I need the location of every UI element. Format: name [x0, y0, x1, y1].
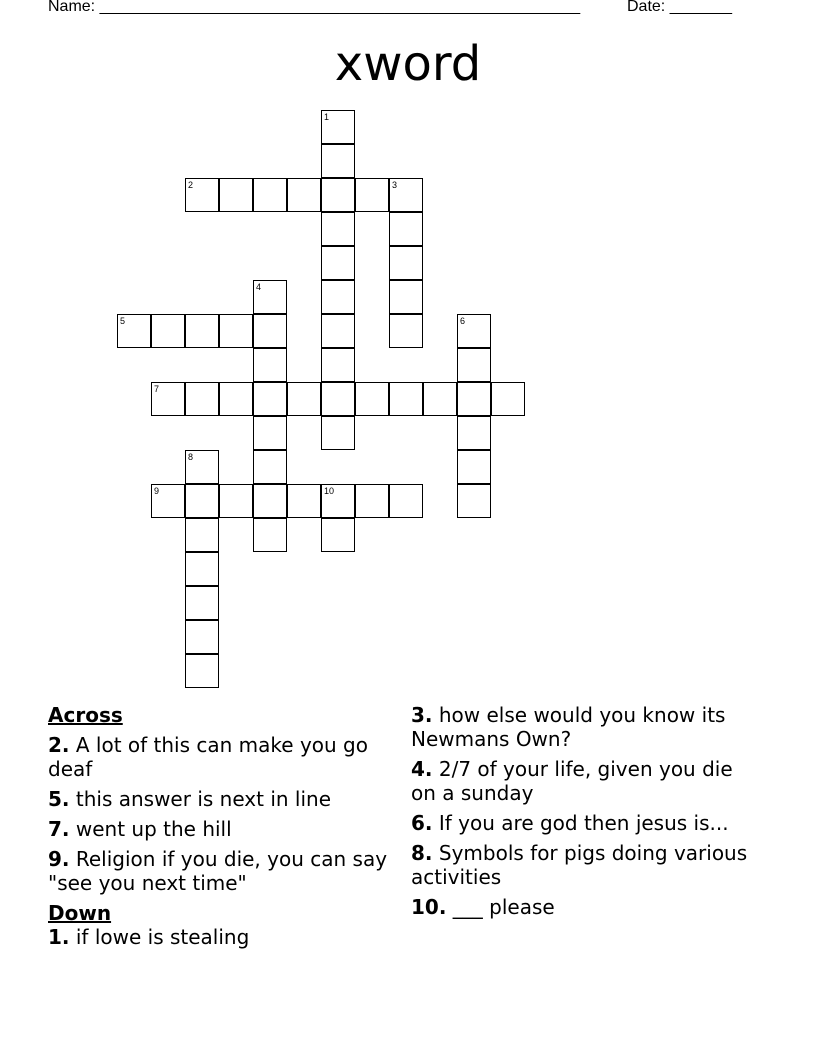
grid-cell[interactable]	[389, 246, 423, 280]
clue-item-text: Religion if you die, you can say "see you next time"	[48, 847, 388, 895]
across-heading: Across	[48, 703, 123, 727]
clue-item-number: 10.	[411, 895, 447, 919]
clue-item-text: Symbols for pigs doing various activities	[411, 841, 748, 889]
clue-number: 5	[120, 316, 126, 326]
grid-cell[interactable]	[253, 450, 287, 484]
clue-number: 7	[154, 384, 160, 394]
grid-cell[interactable]	[389, 314, 423, 348]
grid-cell[interactable]	[219, 178, 253, 212]
grid-cell[interactable]	[457, 484, 491, 518]
clue-item-number: 2.	[48, 733, 70, 757]
grid-cell[interactable]	[253, 484, 287, 518]
clue-item-number: 4.	[411, 757, 433, 781]
grid-cell[interactable]	[117, 314, 151, 348]
header	[0, 0, 816, 20]
grid-cell[interactable]	[185, 314, 219, 348]
grid-cell[interactable]	[253, 382, 287, 416]
grid-cell[interactable]	[321, 382, 355, 416]
grid-cell[interactable]	[185, 518, 219, 552]
grid-cell[interactable]	[457, 450, 491, 484]
clue-item	[411, 757, 751, 805]
clue-item-number: 8.	[411, 841, 433, 865]
clue-number: 9	[154, 486, 160, 496]
clue-item-number: 9.	[48, 847, 70, 871]
grid-cell[interactable]	[457, 382, 491, 416]
down-clue-list	[48, 925, 388, 949]
clue-item-text: went up the hill	[75, 817, 232, 841]
clue-item-text: 2/7 of your life, given you die on a sunday	[411, 757, 733, 805]
grid-cell[interactable]	[321, 212, 355, 246]
grid-cell[interactable]	[389, 484, 423, 518]
grid-cell[interactable]	[389, 178, 423, 212]
clue-item	[48, 847, 388, 895]
grid-cell[interactable]	[185, 552, 219, 586]
grid-cell[interactable]	[185, 586, 219, 620]
grid-cell[interactable]	[253, 314, 287, 348]
clue-item	[411, 811, 751, 835]
grid-cell[interactable]	[219, 314, 253, 348]
clues-right-column	[411, 703, 751, 925]
clue-number: 8	[188, 452, 194, 462]
clue-item-text: A lot of this can make you go deaf	[48, 733, 368, 781]
clue-item	[411, 703, 751, 751]
grid-cell[interactable]	[321, 144, 355, 178]
grid-cell[interactable]	[185, 450, 219, 484]
grid-cell[interactable]	[321, 246, 355, 280]
grid-cell[interactable]	[151, 484, 185, 518]
clue-item-text: ___ please	[452, 895, 555, 919]
clue-item	[411, 895, 751, 919]
clue-item-number: 1.	[48, 925, 70, 949]
grid-cell[interactable]	[321, 348, 355, 382]
grid-cell[interactable]	[287, 382, 321, 416]
grid-cell[interactable]	[389, 382, 423, 416]
grid-cell[interactable]	[253, 280, 287, 314]
grid-cell[interactable]	[151, 382, 185, 416]
grid-cell[interactable]	[321, 314, 355, 348]
clue-number: 3	[392, 180, 398, 190]
clue-number: 6	[460, 316, 466, 326]
grid-cell[interactable]	[185, 654, 219, 688]
grid-cell[interactable]	[321, 416, 355, 450]
clue-item-text: this answer is next in line	[75, 787, 332, 811]
grid-cell[interactable]	[355, 178, 389, 212]
name-field[interactable]: Name: ______________________________________________________	[48, 0, 581, 15]
clue-item-number: 7.	[48, 817, 70, 841]
clue-item-text: If you are god then jesus is...	[438, 811, 729, 835]
grid-cell[interactable]	[219, 382, 253, 416]
across-clue-list	[48, 733, 388, 895]
grid-cell[interactable]	[389, 212, 423, 246]
clue-number: 2	[188, 180, 194, 190]
grid-cell[interactable]	[321, 484, 355, 518]
clue-item-number: 5.	[48, 787, 70, 811]
grid-cell[interactable]	[287, 484, 321, 518]
down-heading: Down	[48, 901, 112, 925]
clue-item-text: if lowe is stealing	[75, 925, 250, 949]
clue-item-number: 6.	[411, 811, 433, 835]
grid-cell[interactable]	[321, 518, 355, 552]
grid-cell[interactable]	[423, 382, 457, 416]
clue-number: 4	[256, 282, 262, 292]
grid-cell[interactable]	[457, 314, 491, 348]
clue-item-text: how else would you know its Newmans Own?	[411, 703, 726, 751]
grid-cell[interactable]	[491, 382, 525, 416]
grid-cell[interactable]	[151, 314, 185, 348]
grid-cell[interactable]	[355, 484, 389, 518]
grid-cell[interactable]	[185, 178, 219, 212]
clue-item	[48, 733, 388, 781]
clue-item	[411, 841, 751, 889]
clue-item	[48, 787, 388, 811]
clue-item	[48, 817, 388, 841]
puzzle-title: xword	[334, 36, 482, 92]
grid-cell[interactable]	[185, 484, 219, 518]
grid-cell[interactable]	[457, 348, 491, 382]
grid-cell[interactable]	[287, 178, 321, 212]
clue-item	[48, 925, 388, 949]
clue-number: 1	[324, 112, 330, 122]
grid-cell[interactable]	[253, 416, 287, 450]
grid-cell[interactable]	[253, 518, 287, 552]
clues-left-column	[48, 703, 388, 955]
grid-cell[interactable]	[185, 382, 219, 416]
grid-cell[interactable]	[321, 110, 355, 144]
date-field[interactable]: Date: _______	[627, 0, 732, 15]
grid-cell[interactable]	[457, 416, 491, 450]
grid-cell[interactable]	[253, 178, 287, 212]
grid-cell[interactable]	[355, 382, 389, 416]
grid-cell[interactable]	[321, 178, 355, 212]
grid-cell[interactable]	[253, 348, 287, 382]
clue-item-number: 3.	[411, 703, 433, 727]
grid-cell[interactable]	[185, 620, 219, 654]
grid-cell[interactable]	[219, 484, 253, 518]
clue-number: 10	[324, 486, 335, 496]
grid-cell[interactable]	[321, 280, 355, 314]
down-clue-list-continued	[411, 703, 751, 919]
grid-cell[interactable]	[389, 280, 423, 314]
crossword-grid	[117, 110, 529, 692]
